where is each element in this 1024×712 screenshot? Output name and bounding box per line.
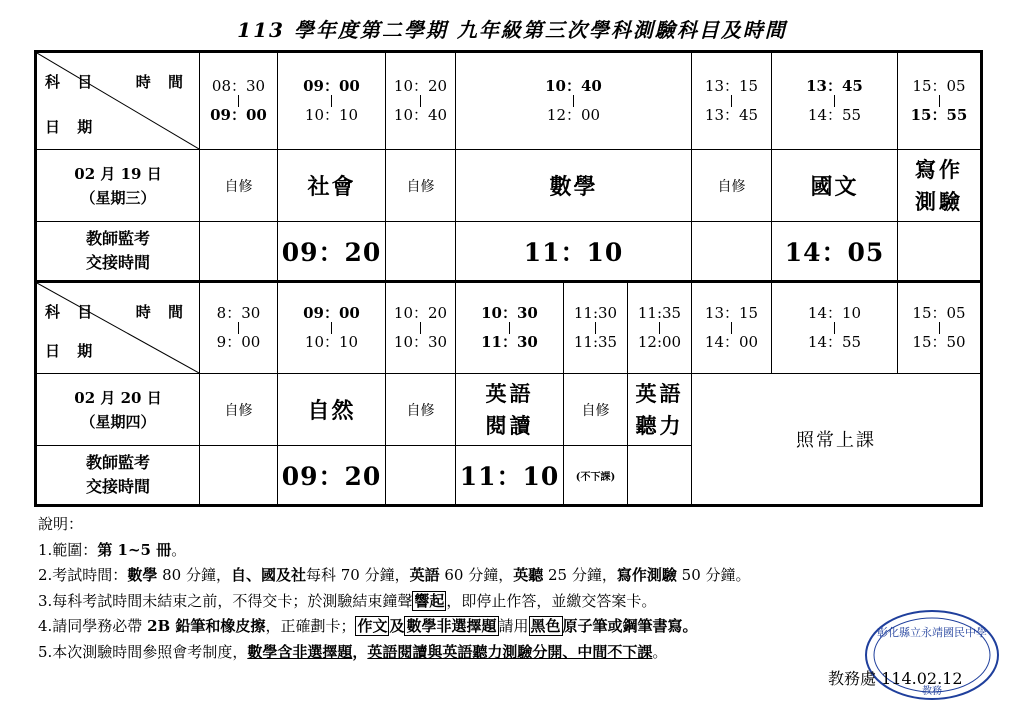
empty-cell [200,222,278,282]
day1-subject-row [36,150,982,222]
time-slot: 11:35 12:00 [628,282,692,374]
self-study-cell: 自修 [692,150,772,222]
time-slot: 13：15 14：00 [692,282,772,374]
note-2: 2.考試時間：數學 80 分鐘，自、國及社每科 70 分鐘，英語 60 分鐘，英聽 25 分鐘，寫作測驗 50 分鐘。 [38,566,751,585]
self-study-cell: 自修 [200,150,278,222]
empty-cell [386,446,456,506]
time-slot: 8：30 9：00 [200,282,278,374]
date-cell: 02 月 19 日 （星期三） [36,150,200,222]
notes-heading: 說明： [38,515,84,533]
handover-time: 09：20 [278,446,386,506]
header-diagonal-cell [36,52,200,150]
time-slot: 15：05 15：55 [898,52,982,150]
header-time-label: 時 間 [135,73,189,91]
self-study-cell: 自修 [200,374,278,446]
header-date-label: 日 期 [45,342,99,360]
normal-class-cell: 照常上課 [692,374,982,506]
time-slot: 14：10 14：55 [772,282,898,374]
school-seal-stamp [862,606,1002,704]
time-slot: 08：30 09：00 [200,52,278,150]
header-diagonal-cell [36,282,200,374]
note-4: 4.請同學務必帶 2B 鉛筆和橡皮擦，正確劃卡； 作文 及 數學非選擇題 請用 黑色 原子筆或鋼筆書寫。 [38,617,698,636]
subject-math: 數學 [456,150,692,222]
empty-cell [692,222,772,282]
time-slot: 10：20 10：40 [386,52,456,150]
time-slot: 10：30 11：30 [456,282,564,374]
day2-time-row [36,282,982,374]
date-cell: 02 月 20 日 （星期四） [36,374,200,446]
notes-section [38,512,978,666]
handover-time: 11：10 [456,446,564,506]
subject-english-listening: 英語 聽力 [628,374,692,446]
self-study-cell: 自修 [564,374,628,446]
exam-schedule-table [34,50,983,507]
empty-cell [200,446,278,506]
handover-label: 教師監考 交接時間 [36,222,200,282]
handover-time: 14：05 [772,222,898,282]
time-slot: 13：15 13：45 [692,52,772,150]
empty-cell [628,446,692,506]
note-5: 5.本次測驗時間參照會考制度，數學含非選擇題，英語閱讀與英語聽力測驗分開、中間不下課。 [38,642,668,661]
handover-time: 11：10 [456,222,692,282]
svg-text:彰化縣立永靖國民中學: 彰化縣立永靖國民中學 [877,626,987,639]
subject-science: 自然 [278,374,386,446]
day1-time-row [36,52,982,150]
time-slot: 13：45 14：55 [772,52,898,150]
empty-cell [898,222,982,282]
time-slot: 10：20 10：30 [386,282,456,374]
header-subject-label: 科 目 [45,73,99,91]
time-slot: 15：05 15：50 [898,282,982,374]
svg-text:教務: 教務 [922,686,942,697]
handover-time: 09：20 [278,222,386,282]
header-date-label: 日 期 [45,118,99,136]
header-time-label: 時 間 [135,303,189,321]
note-1: 1.範圍：第 1~5 冊。 [38,540,187,559]
time-slot: 09：00 10：10 [278,52,386,150]
self-study-cell: 自修 [386,150,456,222]
time-slot: 11:30 11:35 [564,282,628,374]
subject-social: 社會 [278,150,386,222]
no-break-note: (不下課) [564,446,628,506]
note-3: 3.每科考試時間未結束之前，不得交卡；於測驗結束鐘聲 響起 ，即停止作答，並繳交答案卡。 [38,591,657,610]
day1-handover-row [36,222,982,282]
self-study-cell: 自修 [386,374,456,446]
handover-label: 教師監考 交接時間 [36,446,200,506]
subject-writing: 寫作 測驗 [898,150,982,222]
time-slot: 10：40 12：00 [456,52,692,150]
day2-subject-row [36,374,982,446]
time-slot: 09：00 10：10 [278,282,386,374]
subject-english-reading: 英語 閱讀 [456,374,564,446]
empty-cell [386,222,456,282]
header-subject-label: 科 目 [45,303,99,321]
subject-chinese: 國文 [772,150,898,222]
page-title: 113 學年度第二學期 九年級第三次學科測驗科目及時間 [237,18,787,42]
issuer-signature: 教務處 114.02.12 [828,669,963,688]
